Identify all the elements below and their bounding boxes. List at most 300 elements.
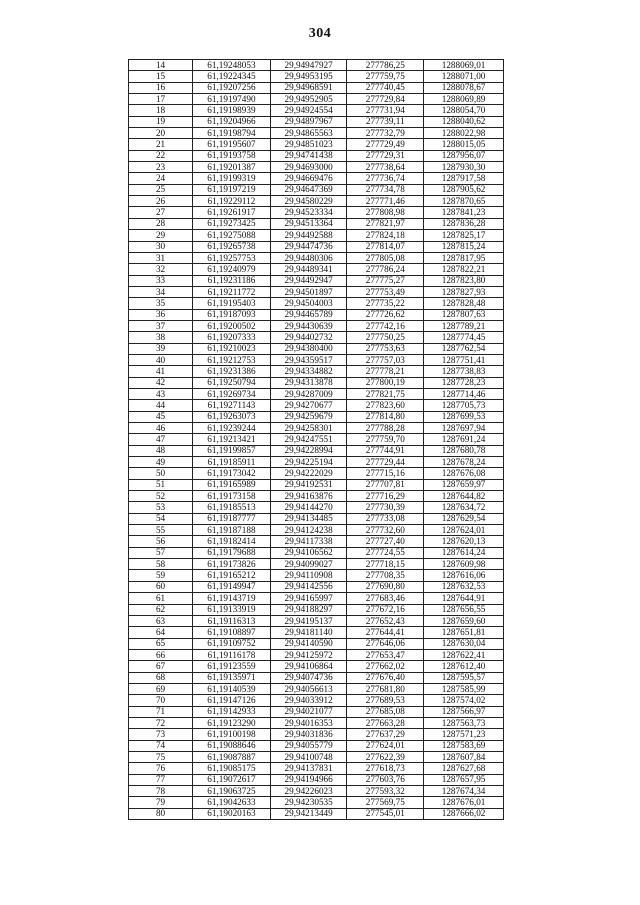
y-local-cell: 1287566,97 <box>424 706 504 717</box>
point-number-cell: 55 <box>129 525 193 536</box>
y-coordinate-cell: 29,94228994 <box>270 445 347 456</box>
y-coordinate-cell: 29,94693000 <box>270 162 347 173</box>
table-row <box>129 717 504 728</box>
table-row <box>129 343 504 354</box>
y-local-cell: 1287917,58 <box>424 173 504 184</box>
x-local-cell: 277593,32 <box>347 786 424 797</box>
table-row <box>129 559 504 570</box>
x-local-cell: 277681,80 <box>347 683 424 694</box>
y-local-cell: 1287930,30 <box>424 162 504 173</box>
table-row <box>129 525 504 536</box>
table-row <box>129 286 504 297</box>
y-coordinate-cell: 29,94247551 <box>270 434 347 445</box>
y-local-cell: 1287630,04 <box>424 638 504 649</box>
table-row <box>129 150 504 161</box>
x-local-cell: 277771,46 <box>347 196 424 207</box>
table-row <box>129 230 504 241</box>
x-coordinate-cell: 61,19210023 <box>193 343 271 354</box>
y-local-cell: 1287905,62 <box>424 184 504 195</box>
x-local-cell: 277690,80 <box>347 581 424 592</box>
x-coordinate-cell: 61,19200502 <box>193 320 271 331</box>
y-local-cell: 1287627,68 <box>424 763 504 774</box>
x-coordinate-cell: 61,19133919 <box>193 604 271 615</box>
y-coordinate-cell: 29,94492588 <box>270 230 347 241</box>
y-coordinate-cell: 29,94117338 <box>270 536 347 547</box>
table-row <box>129 354 504 365</box>
table-row <box>129 241 504 252</box>
x-local-cell: 277732,79 <box>347 128 424 139</box>
point-number-cell: 35 <box>129 298 193 309</box>
x-local-cell: 277788,28 <box>347 423 424 434</box>
y-local-cell: 1287762,54 <box>424 343 504 354</box>
table-row <box>129 71 504 82</box>
x-coordinate-cell: 61,19063725 <box>193 786 271 797</box>
y-coordinate-cell: 29,94021077 <box>270 706 347 717</box>
point-number-cell: 72 <box>129 717 193 728</box>
point-number-cell: 33 <box>129 275 193 286</box>
y-local-cell: 1287827,93 <box>424 286 504 297</box>
y-coordinate-cell: 29,94137831 <box>270 763 347 774</box>
y-coordinate-cell: 29,94474736 <box>270 241 347 252</box>
y-local-cell: 1288040,62 <box>424 116 504 127</box>
y-local-cell: 1288069,89 <box>424 94 504 105</box>
point-number-cell: 20 <box>129 128 193 139</box>
point-number-cell: 43 <box>129 388 193 399</box>
y-local-cell: 1287644,82 <box>424 491 504 502</box>
x-local-cell: 277646,06 <box>347 638 424 649</box>
point-number-cell: 18 <box>129 105 193 116</box>
y-coordinate-cell: 29,94230535 <box>270 797 347 808</box>
x-coordinate-cell: 61,19239244 <box>193 423 271 434</box>
x-local-cell: 277545,01 <box>347 808 424 819</box>
point-number-cell: 58 <box>129 559 193 570</box>
point-number-cell: 22 <box>129 150 193 161</box>
y-coordinate-cell: 29,94195137 <box>270 615 347 626</box>
y-local-cell: 1287620,13 <box>424 536 504 547</box>
y-coordinate-cell: 29,94480306 <box>270 252 347 263</box>
x-coordinate-cell: 61,19185911 <box>193 457 271 468</box>
point-number-cell: 37 <box>129 320 193 331</box>
point-number-cell: 57 <box>129 547 193 558</box>
table-row <box>129 457 504 468</box>
x-coordinate-cell: 61,19072617 <box>193 774 271 785</box>
x-coordinate-cell: 61,19207256 <box>193 82 271 93</box>
x-local-cell: 277824,18 <box>347 230 424 241</box>
x-local-cell: 277644,41 <box>347 627 424 638</box>
y-local-cell: 1287823,80 <box>424 275 504 286</box>
x-coordinate-cell: 61,19269734 <box>193 388 271 399</box>
point-number-cell: 53 <box>129 502 193 513</box>
y-coordinate-cell: 29,94165997 <box>270 593 347 604</box>
x-coordinate-cell: 61,19193758 <box>193 150 271 161</box>
x-coordinate-cell: 61,19142933 <box>193 706 271 717</box>
x-local-cell: 277729,49 <box>347 139 424 150</box>
x-local-cell: 277653,47 <box>347 649 424 660</box>
point-number-cell: 27 <box>129 207 193 218</box>
point-number-cell: 24 <box>129 173 193 184</box>
y-local-cell: 1287612,40 <box>424 661 504 672</box>
table-row <box>129 774 504 785</box>
y-local-cell: 1287657,95 <box>424 774 504 785</box>
table-row <box>129 513 504 524</box>
y-coordinate-cell: 29,94181140 <box>270 627 347 638</box>
x-local-cell: 277708,35 <box>347 570 424 581</box>
point-number-cell: 30 <box>129 241 193 252</box>
x-local-cell: 277821,75 <box>347 388 424 399</box>
y-coordinate-cell: 29,94270677 <box>270 400 347 411</box>
x-local-cell: 277808,98 <box>347 207 424 218</box>
x-local-cell: 277732,60 <box>347 525 424 536</box>
y-coordinate-cell: 29,94140590 <box>270 638 347 649</box>
x-local-cell: 277750,25 <box>347 332 424 343</box>
y-coordinate-cell: 29,94968591 <box>270 82 347 93</box>
x-local-cell: 277805,08 <box>347 252 424 263</box>
point-number-cell: 44 <box>129 400 193 411</box>
table-row <box>129 445 504 456</box>
y-coordinate-cell: 29,94106562 <box>270 547 347 558</box>
y-local-cell: 1287616,06 <box>424 570 504 581</box>
point-number-cell: 51 <box>129 479 193 490</box>
x-coordinate-cell: 61,19275088 <box>193 230 271 241</box>
y-coordinate-cell: 29,94741438 <box>270 150 347 161</box>
y-local-cell: 1287714,46 <box>424 388 504 399</box>
x-local-cell: 277735,22 <box>347 298 424 309</box>
x-coordinate-cell: 61,19199857 <box>193 445 271 456</box>
y-local-cell: 1287956,07 <box>424 150 504 161</box>
y-local-cell: 1287705,73 <box>424 400 504 411</box>
x-coordinate-cell: 61,19195607 <box>193 139 271 150</box>
x-local-cell: 277744,91 <box>347 445 424 456</box>
x-local-cell: 277622,39 <box>347 751 424 762</box>
y-coordinate-cell: 29,94074736 <box>270 672 347 683</box>
page-number: 304 <box>308 26 332 41</box>
y-local-cell: 1287666,02 <box>424 808 504 819</box>
y-local-cell: 1287609,98 <box>424 559 504 570</box>
x-coordinate-cell: 61,19085175 <box>193 763 271 774</box>
y-coordinate-cell: 29,94226023 <box>270 786 347 797</box>
table-row <box>129 740 504 751</box>
x-coordinate-cell: 61,19143719 <box>193 593 271 604</box>
table-row <box>129 638 504 649</box>
y-local-cell: 1287680,78 <box>424 445 504 456</box>
table-row <box>129 797 504 808</box>
y-local-cell: 1287634,72 <box>424 502 504 513</box>
table-row <box>129 60 504 71</box>
point-number-cell: 71 <box>129 706 193 717</box>
point-number-cell: 16 <box>129 82 193 93</box>
table-row <box>129 468 504 479</box>
point-number-cell: 76 <box>129 763 193 774</box>
y-local-cell: 1287583,69 <box>424 740 504 751</box>
x-local-cell: 277726,62 <box>347 309 424 320</box>
y-coordinate-cell: 29,94430639 <box>270 320 347 331</box>
x-local-cell: 277759,70 <box>347 434 424 445</box>
y-local-cell: 1287828,48 <box>424 298 504 309</box>
point-number-cell: 54 <box>129 513 193 524</box>
table-row <box>129 105 504 116</box>
point-number-cell: 32 <box>129 264 193 275</box>
table-row <box>129 627 504 638</box>
x-local-cell: 277738,64 <box>347 162 424 173</box>
y-coordinate-cell: 29,94865563 <box>270 128 347 139</box>
point-number-cell: 14 <box>129 60 193 71</box>
x-local-cell: 277753,49 <box>347 286 424 297</box>
x-coordinate-cell: 61,19173158 <box>193 491 271 502</box>
table-row <box>129 491 504 502</box>
x-local-cell: 277663,28 <box>347 717 424 728</box>
x-coordinate-cell: 61,19140539 <box>193 683 271 694</box>
table-row <box>129 207 504 218</box>
x-local-cell: 277759,75 <box>347 71 424 82</box>
y-local-cell: 1287659,97 <box>424 479 504 490</box>
x-coordinate-cell: 61,19265738 <box>193 241 271 252</box>
point-number-cell: 41 <box>129 366 193 377</box>
x-local-cell: 277652,43 <box>347 615 424 626</box>
table-row <box>129 649 504 660</box>
table-row <box>129 547 504 558</box>
y-local-cell: 1287789,21 <box>424 320 504 331</box>
y-coordinate-cell: 29,94055779 <box>270 740 347 751</box>
coordinates-table <box>128 59 504 820</box>
table-row <box>129 218 504 229</box>
x-coordinate-cell: 61,19213421 <box>193 434 271 445</box>
table-body <box>129 60 504 820</box>
y-coordinate-cell: 29,94188297 <box>270 604 347 615</box>
x-local-cell: 277786,24 <box>347 264 424 275</box>
x-local-cell: 277814,80 <box>347 411 424 422</box>
table-row <box>129 196 504 207</box>
y-coordinate-cell: 29,94163876 <box>270 491 347 502</box>
point-number-cell: 31 <box>129 252 193 263</box>
y-local-cell: 1287622,41 <box>424 649 504 660</box>
x-local-cell: 277603,76 <box>347 774 424 785</box>
x-local-cell: 277718,15 <box>347 559 424 570</box>
x-local-cell: 277731,94 <box>347 105 424 116</box>
x-coordinate-cell: 61,19207333 <box>193 332 271 343</box>
table-row <box>129 434 504 445</box>
point-number-cell: 67 <box>129 661 193 672</box>
x-local-cell: 277729,31 <box>347 150 424 161</box>
y-coordinate-cell: 29,94947927 <box>270 60 347 71</box>
y-coordinate-cell: 29,94580229 <box>270 196 347 207</box>
x-local-cell: 277823,60 <box>347 400 424 411</box>
y-coordinate-cell: 29,94504003 <box>270 298 347 309</box>
x-coordinate-cell: 61,19248053 <box>193 60 271 71</box>
x-local-cell: 277624,01 <box>347 740 424 751</box>
x-local-cell: 277786,25 <box>347 60 424 71</box>
y-local-cell: 1287644,91 <box>424 593 504 604</box>
y-local-cell: 1287629,54 <box>424 513 504 524</box>
x-coordinate-cell: 61,19187093 <box>193 309 271 320</box>
point-number-cell: 60 <box>129 581 193 592</box>
y-coordinate-cell: 29,94194966 <box>270 774 347 785</box>
point-number-cell: 78 <box>129 786 193 797</box>
x-coordinate-cell: 61,19250794 <box>193 377 271 388</box>
x-coordinate-cell: 61,19087887 <box>193 751 271 762</box>
point-number-cell: 49 <box>129 457 193 468</box>
y-coordinate-cell: 29,94258301 <box>270 423 347 434</box>
y-local-cell: 1287595,57 <box>424 672 504 683</box>
y-coordinate-cell: 29,94192531 <box>270 479 347 490</box>
x-coordinate-cell: 61,19198939 <box>193 105 271 116</box>
y-coordinate-cell: 29,94106864 <box>270 661 347 672</box>
x-local-cell: 277775,27 <box>347 275 424 286</box>
table-row <box>129 388 504 399</box>
x-coordinate-cell: 61,19182414 <box>193 536 271 547</box>
y-coordinate-cell: 29,94222029 <box>270 468 347 479</box>
y-coordinate-cell: 29,94501897 <box>270 286 347 297</box>
x-coordinate-cell: 61,19211772 <box>193 286 271 297</box>
y-coordinate-cell: 29,94134485 <box>270 513 347 524</box>
table-row <box>129 116 504 127</box>
x-local-cell: 277727,40 <box>347 536 424 547</box>
y-local-cell: 1287836,28 <box>424 218 504 229</box>
point-number-cell: 25 <box>129 184 193 195</box>
table-row <box>129 729 504 740</box>
y-local-cell: 1287659,60 <box>424 615 504 626</box>
table-row <box>129 320 504 331</box>
x-local-cell: 277729,44 <box>347 457 424 468</box>
x-coordinate-cell: 61,19147126 <box>193 695 271 706</box>
y-coordinate-cell: 29,94492947 <box>270 275 347 286</box>
x-coordinate-cell: 61,19199319 <box>193 173 271 184</box>
y-coordinate-cell: 29,94016353 <box>270 717 347 728</box>
x-local-cell: 277753,63 <box>347 343 424 354</box>
x-coordinate-cell: 61,19187777 <box>193 513 271 524</box>
y-coordinate-cell: 29,94144270 <box>270 502 347 513</box>
point-number-cell: 68 <box>129 672 193 683</box>
x-local-cell: 277685,08 <box>347 706 424 717</box>
y-coordinate-cell: 29,94125972 <box>270 649 347 660</box>
y-local-cell: 1287738,83 <box>424 366 504 377</box>
y-coordinate-cell: 29,94952905 <box>270 94 347 105</box>
y-coordinate-cell: 29,94647369 <box>270 184 347 195</box>
table-row <box>129 706 504 717</box>
x-coordinate-cell: 61,19165212 <box>193 570 271 581</box>
x-coordinate-cell: 61,19109752 <box>193 638 271 649</box>
x-local-cell: 277800,19 <box>347 377 424 388</box>
x-coordinate-cell: 61,19257753 <box>193 252 271 263</box>
point-number-cell: 74 <box>129 740 193 751</box>
point-number-cell: 46 <box>129 423 193 434</box>
x-coordinate-cell: 61,19179688 <box>193 547 271 558</box>
point-number-cell: 17 <box>129 94 193 105</box>
point-number-cell: 23 <box>129 162 193 173</box>
table-row <box>129 128 504 139</box>
x-coordinate-cell: 61,19204966 <box>193 116 271 127</box>
x-local-cell: 277742,16 <box>347 320 424 331</box>
x-coordinate-cell: 61,19020163 <box>193 808 271 819</box>
table-row <box>129 184 504 195</box>
y-coordinate-cell: 29,94056613 <box>270 683 347 694</box>
table-row <box>129 400 504 411</box>
x-coordinate-cell: 61,19100198 <box>193 729 271 740</box>
x-coordinate-cell: 61,19201387 <box>193 162 271 173</box>
y-coordinate-cell: 29,94380400 <box>270 343 347 354</box>
y-local-cell: 1287674,34 <box>424 786 504 797</box>
point-number-cell: 50 <box>129 468 193 479</box>
table-row <box>129 695 504 706</box>
table-row <box>129 411 504 422</box>
x-coordinate-cell: 61,19231386 <box>193 366 271 377</box>
y-coordinate-cell: 29,94924554 <box>270 105 347 116</box>
x-local-cell: 277662,02 <box>347 661 424 672</box>
x-coordinate-cell: 61,19263073 <box>193 411 271 422</box>
table-row <box>129 139 504 150</box>
x-coordinate-cell: 61,19116313 <box>193 615 271 626</box>
x-local-cell: 277689,53 <box>347 695 424 706</box>
y-local-cell: 1287571,23 <box>424 729 504 740</box>
x-local-cell: 277676,40 <box>347 672 424 683</box>
table-row <box>129 751 504 762</box>
point-number-cell: 47 <box>129 434 193 445</box>
point-number-cell: 42 <box>129 377 193 388</box>
y-coordinate-cell: 29,94313878 <box>270 377 347 388</box>
x-local-cell: 277724,55 <box>347 547 424 558</box>
point-number-cell: 69 <box>129 683 193 694</box>
table-row <box>129 808 504 819</box>
x-coordinate-cell: 61,19173042 <box>193 468 271 479</box>
y-local-cell: 1288054,70 <box>424 105 504 116</box>
x-coordinate-cell: 61,19197219 <box>193 184 271 195</box>
x-coordinate-cell: 61,19198794 <box>193 128 271 139</box>
x-coordinate-cell: 61,19231186 <box>193 275 271 286</box>
y-local-cell: 1287870,65 <box>424 196 504 207</box>
point-number-cell: 39 <box>129 343 193 354</box>
point-number-cell: 48 <box>129 445 193 456</box>
x-local-cell: 277683,46 <box>347 593 424 604</box>
table-row <box>129 366 504 377</box>
x-local-cell: 277821,97 <box>347 218 424 229</box>
point-number-cell: 77 <box>129 774 193 785</box>
x-local-cell: 277716,29 <box>347 491 424 502</box>
table-row <box>129 502 504 513</box>
x-coordinate-cell: 61,19123559 <box>193 661 271 672</box>
x-coordinate-cell: 61,19173826 <box>193 559 271 570</box>
y-coordinate-cell: 29,94287009 <box>270 388 347 399</box>
x-coordinate-cell: 61,19197490 <box>193 94 271 105</box>
y-local-cell: 1287676,01 <box>424 797 504 808</box>
y-local-cell: 1287574,02 <box>424 695 504 706</box>
y-local-cell: 1287563,73 <box>424 717 504 728</box>
table-row <box>129 162 504 173</box>
table-row <box>129 570 504 581</box>
table-row <box>129 173 504 184</box>
x-coordinate-cell: 61,19195403 <box>193 298 271 309</box>
x-coordinate-cell: 61,19149947 <box>193 581 271 592</box>
x-coordinate-cell: 61,19224345 <box>193 71 271 82</box>
point-number-cell: 40 <box>129 354 193 365</box>
point-number-cell: 73 <box>129 729 193 740</box>
x-local-cell: 277734,78 <box>347 184 424 195</box>
point-number-cell: 59 <box>129 570 193 581</box>
y-local-cell: 1287624,01 <box>424 525 504 536</box>
y-local-cell: 1287651,81 <box>424 627 504 638</box>
point-number-cell: 21 <box>129 139 193 150</box>
y-coordinate-cell: 29,94489341 <box>270 264 347 275</box>
x-coordinate-cell: 61,19261917 <box>193 207 271 218</box>
table-row <box>129 423 504 434</box>
point-number-cell: 28 <box>129 218 193 229</box>
y-coordinate-cell: 29,94523334 <box>270 207 347 218</box>
x-local-cell: 277814,07 <box>347 241 424 252</box>
x-local-cell: 277740,45 <box>347 82 424 93</box>
point-number-cell: 38 <box>129 332 193 343</box>
point-number-cell: 63 <box>129 615 193 626</box>
table-row <box>129 377 504 388</box>
x-local-cell: 277729,84 <box>347 94 424 105</box>
point-number-cell: 80 <box>129 808 193 819</box>
